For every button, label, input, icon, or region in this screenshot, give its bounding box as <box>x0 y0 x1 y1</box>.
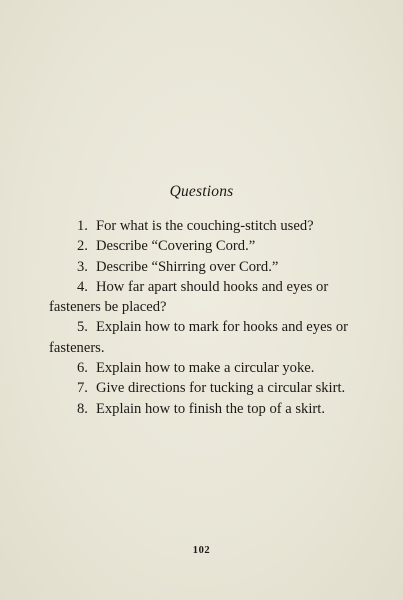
question-text: Explain how to finish the top of a skirt. <box>95 400 325 417</box>
question-item <box>49 317 361 358</box>
question-text: Give directions for tucking a circular skirt. <box>95 380 346 397</box>
question-item <box>49 378 361 398</box>
question-text: Describe “Shirring over Cord.” <box>95 258 279 275</box>
question-item <box>49 216 361 236</box>
question-number: 3. <box>77 258 88 275</box>
question-number: 8. <box>77 400 88 417</box>
question-text: Explain how to mark for hooks and eyes or fasteners. <box>49 319 349 356</box>
section-heading: Questions <box>169 183 234 200</box>
question-number: 1. <box>77 218 88 234</box>
question-number: 2. <box>77 238 88 255</box>
question-text: Describe “Covering Cord.” <box>95 238 256 255</box>
question-number: 6. <box>77 360 88 377</box>
question-item <box>49 399 361 419</box>
page-number: 102 <box>192 545 211 556</box>
question-number: 5. <box>77 319 88 336</box>
question-item <box>49 358 361 378</box>
question-list <box>49 216 361 419</box>
question-item <box>49 277 361 318</box>
question-number: 7. <box>77 380 88 397</box>
question-text: Explain how to make a circular yoke. <box>95 360 315 377</box>
question-text: How far apart should hooks and eyes or fasteners be placed? <box>49 278 329 316</box>
question-item <box>49 257 361 277</box>
question-item <box>49 236 361 256</box>
question-number: 4. <box>77 278 88 295</box>
question-text: For what is the couching-stitch used? <box>95 218 314 234</box>
